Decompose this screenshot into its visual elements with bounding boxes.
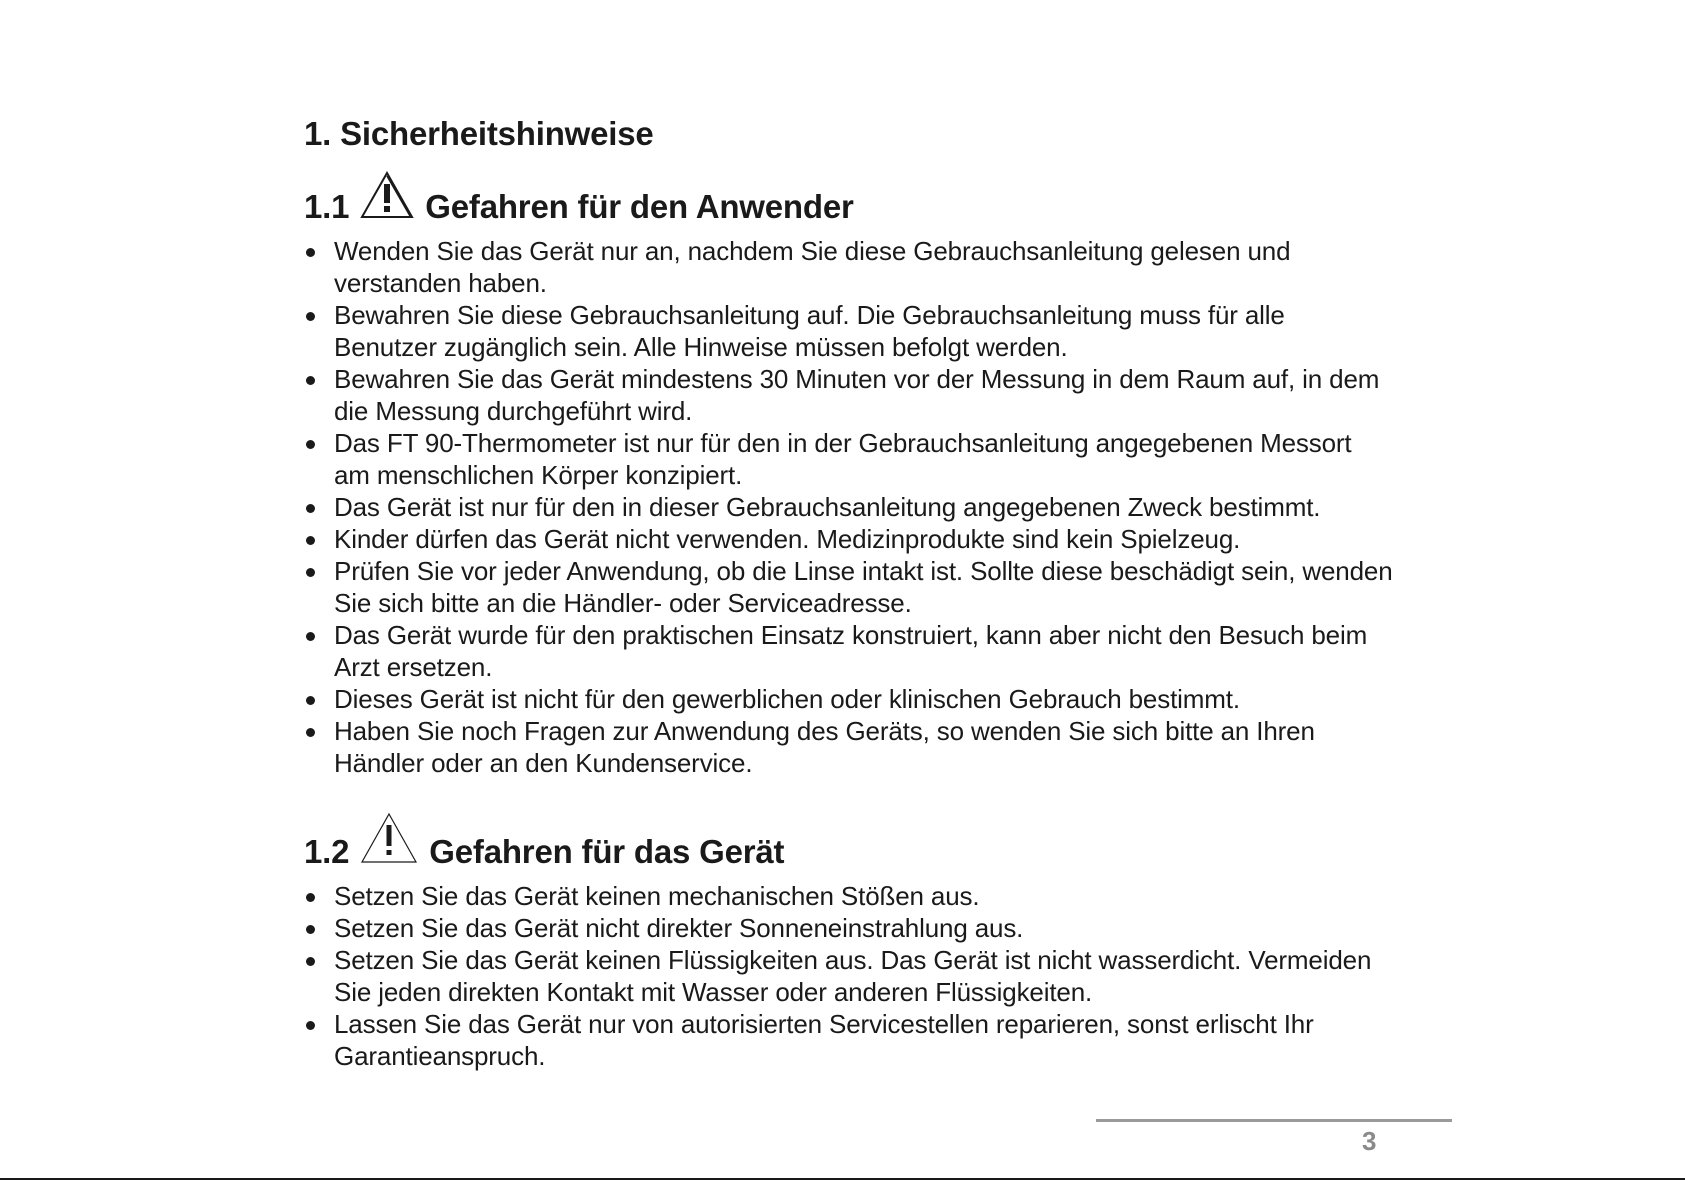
warning-triangle-icon <box>359 811 419 876</box>
section-number: 1.2 <box>304 833 350 870</box>
list-item: Prüfen Sie vor jeder Anwendung, ob die Linse intakt ist. Sollte diese beschädigt sein, wenden Sie sich bitte an die Händler- oder Serviceadresse. <box>304 555 1394 619</box>
list-item: Setzen Sie das Gerät keinen mechanischen Stößen aus. <box>304 880 1394 912</box>
section-title-text: Gefahren für das Gerät <box>429 833 785 870</box>
page-content <box>304 112 1394 1072</box>
list-item: Das Gerät wurde für den praktischen Einsatz konstruiert, kann aber nicht den Besuch beim Arzt ersetzen. <box>304 619 1394 683</box>
list-item: Wenden Sie das Gerät nur an, nachdem Sie diese Gebrauchsanleitung gelesen und verstanden haben. <box>304 235 1394 299</box>
bullet-list-1-2 <box>304 880 1394 1072</box>
section-heading-1-1 <box>304 168 1394 229</box>
section-heading-1-2 <box>304 809 1394 874</box>
list-item: Haben Sie noch Fragen zur Anwendung des Geräts, so wenden Sie sich bitte an Ihren Händler oder an den Kundenservice. <box>304 715 1394 779</box>
page-number: 3 <box>1362 1126 1377 1156</box>
list-item: Setzen Sie das Gerät nicht direkter Sonneneinstrahlung aus. <box>304 912 1394 944</box>
list-item: Dieses Gerät ist nicht für den gewerblichen oder klinischen Gebrauch bestimmt. <box>304 683 1394 715</box>
section-number: 1.1 <box>304 188 350 225</box>
list-item: Lassen Sie das Gerät nur von autorisierten Servicestellen reparieren, sonst erlischt Ihr Garantieanspruch. <box>304 1008 1394 1072</box>
bullet-list-1-1 <box>304 235 1394 779</box>
section-title-text: Gefahren für den Anwender <box>425 188 854 225</box>
list-item: Das FT 90-Thermometer ist nur für den in der Gebrauchsanleitung angegebenen Messort am menschlichen Körper konzipiert. <box>304 427 1394 491</box>
chapter-title: 1. Sicherheitshinweise <box>304 115 654 152</box>
list-item: Kinder dürfen das Gerät nicht verwenden. Medizinprodukte sind kein Spielzeug. <box>304 523 1394 555</box>
footer-rule <box>1096 1119 1452 1122</box>
list-item: Bewahren Sie diese Gebrauchsanleitung auf. Die Gebrauchsanleitung muss für alle Benutzer zugänglich sein. Alle Hinweise müssen befolgt werden. <box>304 299 1394 363</box>
warning-triangle-icon <box>359 170 415 231</box>
list-item: Bewahren Sie das Gerät mindestens 30 Minuten vor der Messung in dem Raum auf, in dem die Messung durchgeführt wird. <box>304 363 1394 427</box>
list-item: Setzen Sie das Gerät keinen Flüssigkeiten aus. Das Gerät ist nicht wasserdicht. Vermeiden Sie jeden direkten Kontakt mit Wasser oder anderen Flüssigkeiten. <box>304 944 1394 1008</box>
list-item: Das Gerät ist nur für den in dieser Gebrauchsanleitung angegebenen Zweck bestimmt. <box>304 491 1394 523</box>
